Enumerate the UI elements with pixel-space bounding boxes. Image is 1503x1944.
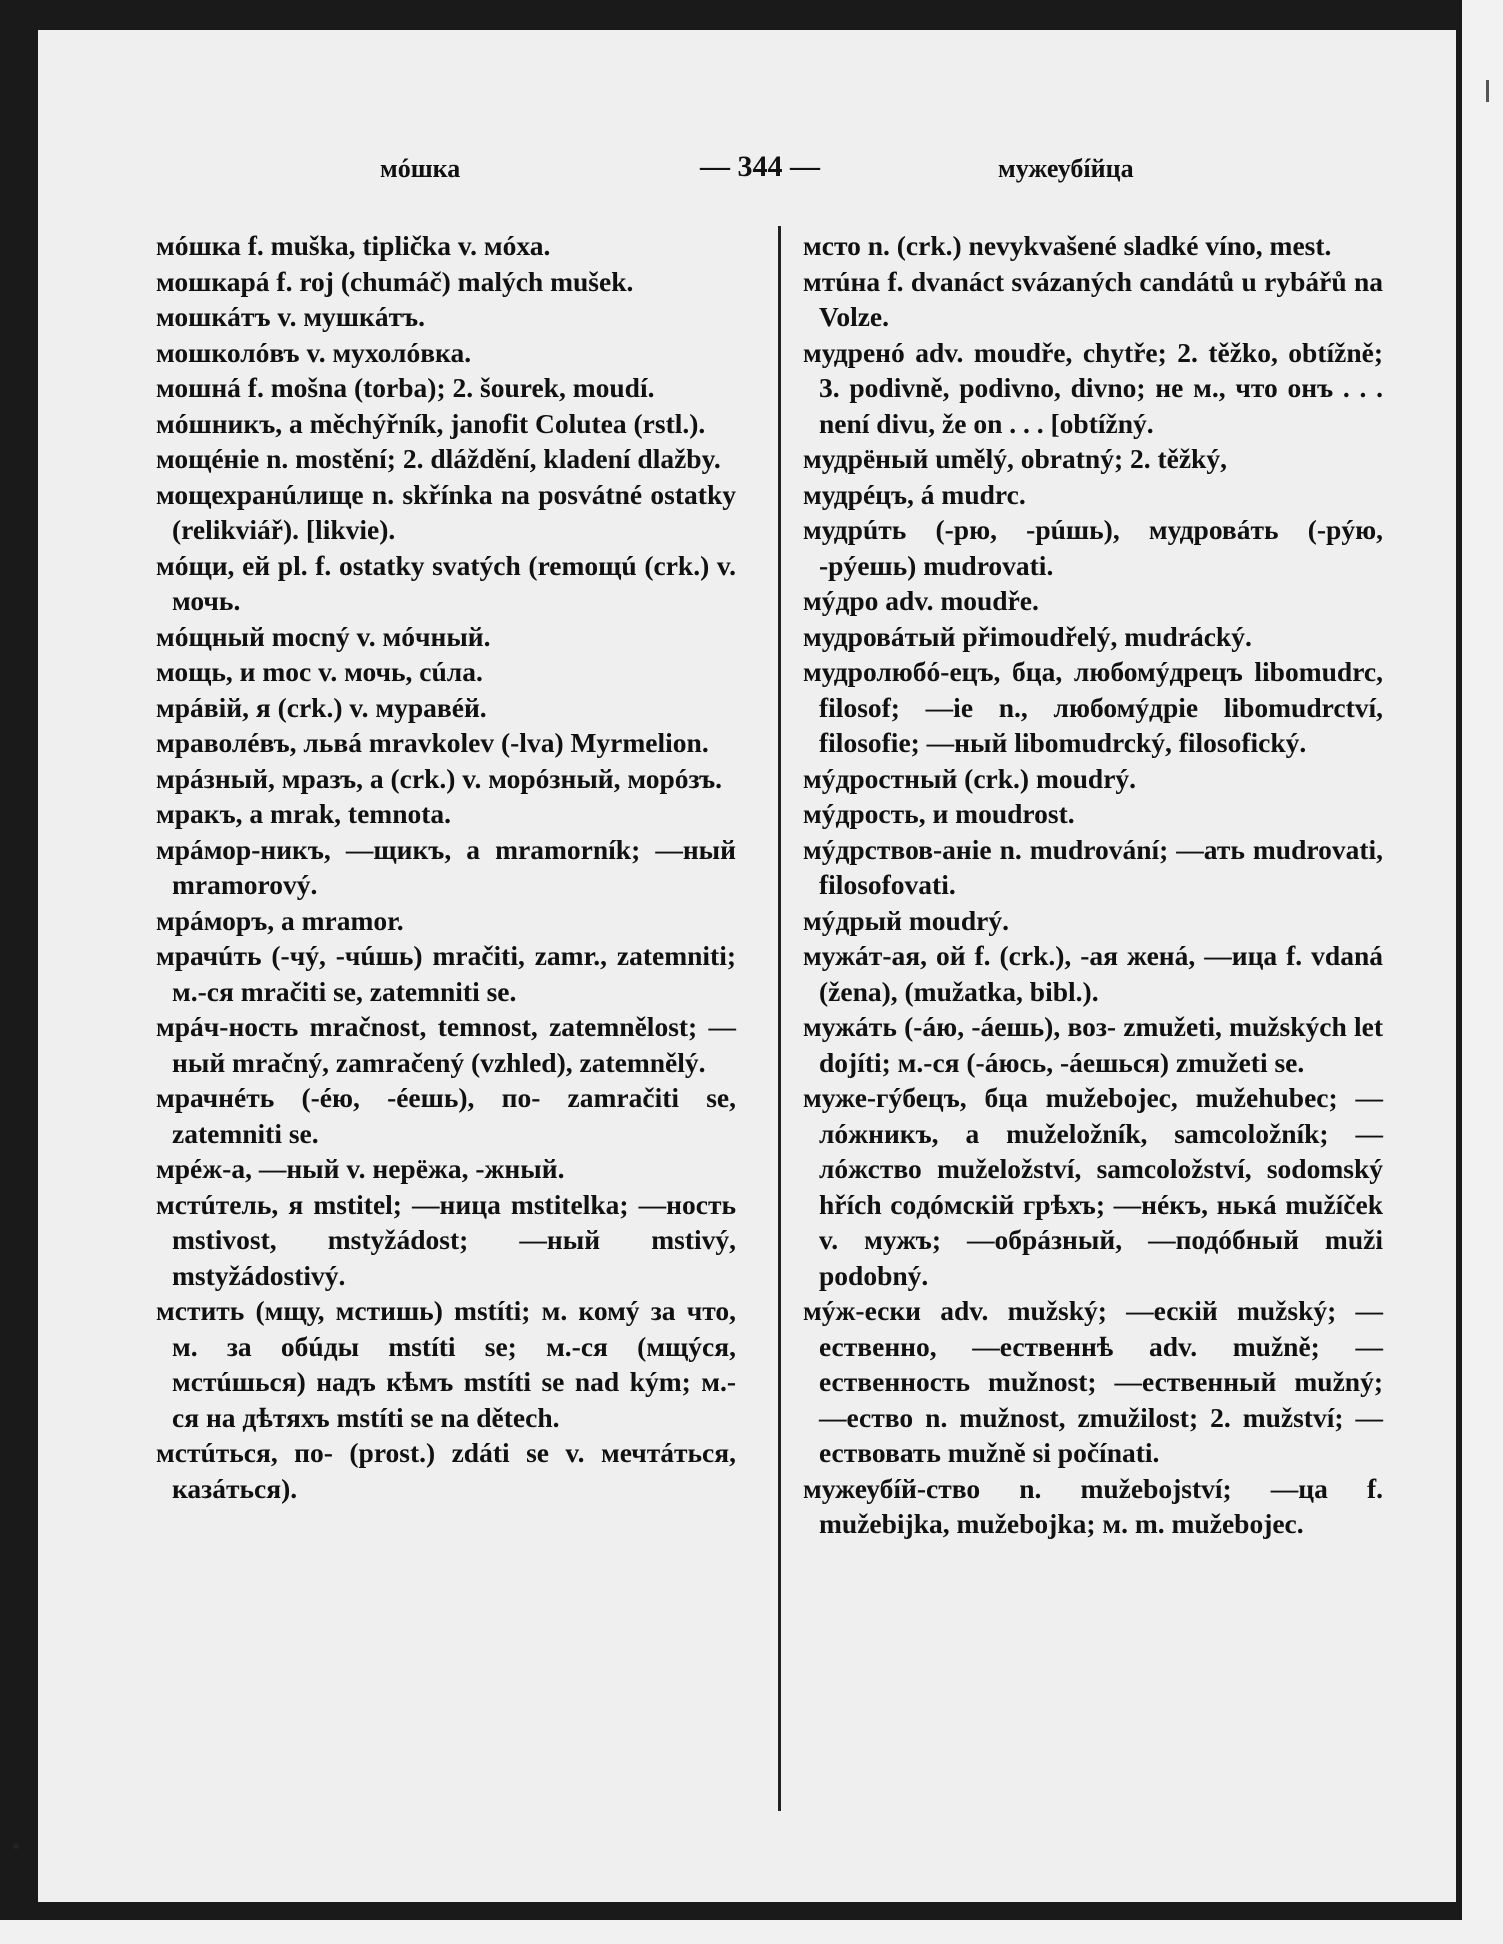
scan-bottom-edge [0,1920,1503,1944]
dictionary-entry: мужáть (-áю, -áешь), воз- zmužeti, mužských let dojíti; м.-ся (-áюсь, -áешься) zmužeti se. [803,1011,1383,1078]
dictionary-entry: мужáт-ая, ой f. (crk.), -ая женá, —ица f. vdaná (žena), (mužatka, bibl.). [803,940,1383,1007]
dictionary-entry: мужеубíй-ство n. mužebojství; —ца f. mužebijka, mužebojka; м. m. mužebojec. [803,1472,1383,1539]
dictionary-entry: мудрéцъ, á mudrc. [803,478,1026,510]
dictionary-entry: мудролюбó-ецъ, бца, любомýдрецъ libomudrc, filosof; —іе n., любомýдріе libomudrctví, filosofie; —ный libomudrcký, filosofický. [803,656,1383,758]
dictionary-entry: мрачúть (-чý, -чúшь) mračiti, zamr., zatemniti; м.-ся mračiti se, zatemniti se. [156,940,736,1007]
right-running-headword: мужеубíйца [998,154,1134,183]
dictionary-entry: мýдрый moudrý. [803,904,1009,936]
dictionary-entry: мстúться, по- (prost.) zdáti se v. мечтáться, казáться). [156,1437,736,1504]
dictionary-entry: мóшка f. muška, tiplička v. мóха. [156,230,551,261]
dictionary-entry: мóшникъ, a měchýřník, janofit Colutea (rstl.). [156,407,706,439]
dictionary-entry: мрáмор-никъ, —щикъ, a mramorník; —ный mramorový. [156,833,736,900]
dictionary-entry: мошкарá f. roj (chumáč) malých mušek. [156,265,634,297]
dictionary-entry: мудровáтый přimoudřelý, mudrácký. [803,620,1252,652]
dictionary-entry: муже-гýбецъ, бца mužebojec, mužehubec; —лóжникъ, a muželožník, samcoložník; —лóжство muželožství, samcoložství, sodomský hřích coдóмскій грѣхъ; —нéкъ, нькá mužíček v. мужъ; —обрáзный, —подóбный muži podobný. [803,1082,1383,1291]
dictionary-entry: мошкáтъ v. мушкáтъ. [156,301,426,332]
edge-mark [1486,80,1489,102]
dictionary-entry: мýдрствов-аніе n. mudrování; —ать mudrovati, filosofovati. [803,833,1383,900]
dictionary-entry: мрáзный, мразъ, a (crk.) v. морóзный, морóзъ. [156,762,723,794]
dictionary-entry: мудрёный umělý, obratný; 2. těžký, [803,443,1227,474]
dictionary-entry: мрáвій, я (crk.) v. муравéй. [156,691,487,723]
column-divider [778,226,781,1811]
dictionary-entry: мощéніе n. mostění; 2. dláždění, kladení dlažby. [156,443,721,474]
dictionary-entry: мраволéвъ, львá mravkolev (-lva) Myrmelion. [156,727,709,758]
dictionary-entry: мстúтель, я mstitel; —ница mstitelka; —ность mstivost, mstyžádost; —ный mstivý, mstyžádostivý. [156,1188,736,1291]
dictionary-entry: мстить (мщу, мстишь) mstíti; м. комý за что, м. за обúды mstíti se; м.-ся (мщýся, мстúшься) надъ кѣмъ mstíti se nad kým; м.-ся на дѣтяхъ mstíti se na dětech. [156,1295,736,1433]
dictionary-entry: мýдрость, и moudrost. [803,798,1075,829]
dictionary-entry: мрачнéть (-éю, -éешь), по- zamračiti se, zatemniti se. [156,1082,736,1149]
dictionary-entry: мрéж-а, —ный v. нерёжа, -жный. [156,1153,565,1184]
dictionary-entry: мудрúть (-рю, -рúшь), мудровáть (-рýю, -рýешь) mudrovati. [803,514,1383,581]
dictionary-entry: мощехранúлище n. skřínka na posvátné ostatky (relikviář). [likvie). [156,478,736,545]
dictionary-entry: мракъ, a mrak, temnota. [156,798,452,829]
dictionary-page [38,30,1456,1902]
dictionary-entry: мошколóвъ v. мухолóвка. [156,336,472,368]
dictionary-entry: мýдро adv. moudře. [803,585,1039,616]
dictionary-entry: мтúна f. dvanáct svázaných candátů u rybářů na Volze. [803,265,1383,332]
dictionary-entry: мошнá f. mošna (torba); 2. šourek, moudí. [156,372,655,403]
dictionary-entry: мсто n. (crk.) nevykvašené sladké víno, mest. [803,230,1332,261]
page-header [38,150,1456,190]
scan-speck [13,1843,19,1849]
dictionary-entry: мýдростный (crk.) moudrý. [803,762,1137,794]
dictionary-entry: мощь, и moc v. мочь, сúла. [156,656,483,687]
dictionary-entry: мýж-ески adv. mužský; —ескій mužský; —ественно, —ественнѣ adv. mužně; —ественность mužnost; —ественный mužný; —ество n. mužnost, zmužilost; 2. mužství; —ествовать mužně si počínati. [803,1295,1383,1468]
left-running-headword: мóшка [380,154,461,183]
dictionary-entry: мрáч-ность mračnost, temnost, zatemnělost; —ный mračný, zamračený (vzhled), zatemnělý. [156,1011,736,1078]
dictionary-entry: мóщи, ей pl. f. ostatky svatých (remoщú (crk.) v. мочь. [156,549,736,616]
right-column [803,228,1383,1542]
page-number: — 344 — [700,150,820,183]
dictionary-entry: мудренó adv. moudře, chytře; 2. těžko, obtížně; 3. podivně, podivno, divno; не м., что онъ . . . není divu, že on . . . [obtížný. [803,336,1383,439]
dictionary-entry: мóщный mocný v. мóчный. [156,620,491,652]
dictionary-entry: мрáморъ, a mramor. [156,904,404,936]
adjacent-page-edge [1462,0,1503,1944]
left-column [156,228,736,1506]
